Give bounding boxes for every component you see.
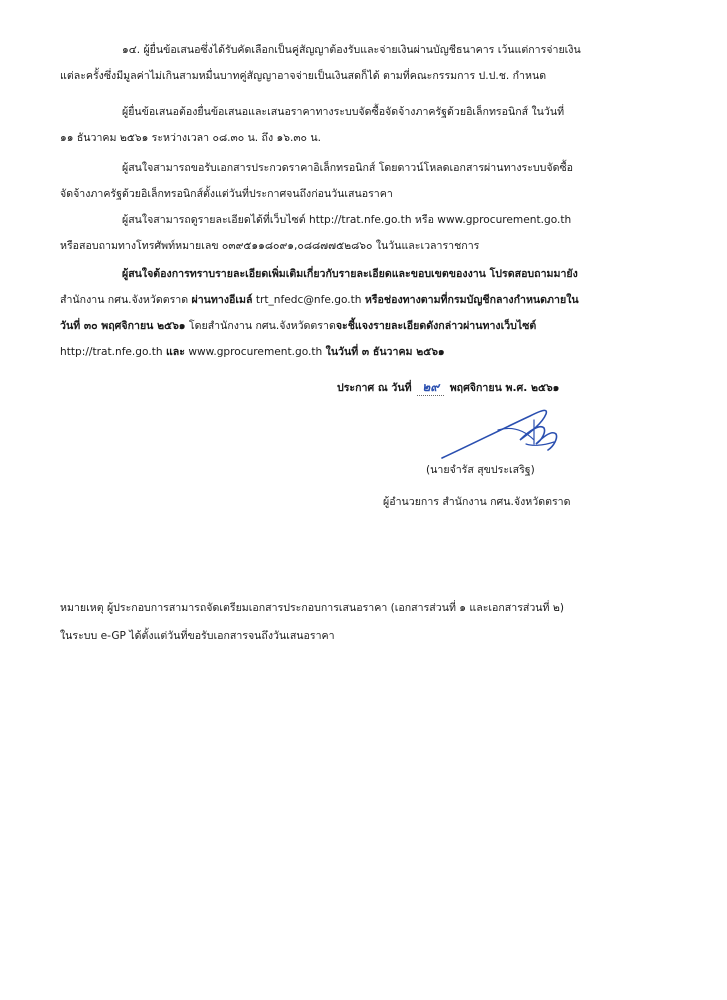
- submission-line-1: ผู้ยื่นข้อเสนอต้องยื่นข้อเสนอและเสนอราคาทางระบบจัดซื้อจัดจ้างภาครัฐด้วยอิเล็กทรอนิกส์ ในวันที่: [122, 106, 565, 118]
- inquiry-email: trt_nfedc@nfe.go.th: [252, 294, 365, 306]
- clause-14-line-2: แต่ละครั้งซึ่งมีมูลค่าไม่เกินสามหมื่นบาทคู่สัญญาอาจจ่ายเป็นเงินสดก็ได้ ตามที่คณะกรรมการ ป.ป.ช. กำหนด: [60, 70, 547, 82]
- inquiry-and: และ: [165, 346, 185, 358]
- info-line-1: ผู้สนใจสามารถดูรายละเอียดได้ที่เว็บไซต์ http://trat.nfe.go.th หรือ www.gprocurement.go.th: [122, 214, 572, 226]
- download-line-1: ผู้สนใจสามารถขอรับเอกสารประกวดราคาอิเล็กทรอนิกส์ โดยดาวน์โหลดเอกสารผ่านทางระบบจัดซื้อ: [122, 162, 574, 174]
- announce-prefix: ประกาศ ณ วันที่: [337, 382, 412, 394]
- inquiry-site-1: http://trat.nfe.go.th: [60, 346, 166, 358]
- announce-date-line: [337, 379, 559, 396]
- inquiry-line-4: [60, 344, 445, 360]
- inquiry-site-2: www.gprocurement.go.th: [184, 346, 326, 358]
- inquiry-email-label: ผ่านทางอีเมล์: [191, 294, 253, 306]
- inquiry-line-2: [60, 292, 579, 308]
- download-line-2: จัดจ้างภาครัฐด้วยอิเล็กทรอนิกส์ตั้งแต่วันที่ประกาศจนถึงก่อนวันเสนอราคา: [60, 188, 393, 200]
- signer-title: ผู้อำนวยการ สำนักงาน กศน.จังหวัดตราด: [383, 496, 571, 508]
- note-line-2: ในระบบ e-GP ได้ตั้งแต่วันที่ขอรับเอกสารจนถึงวันเสนอราคา: [60, 630, 335, 642]
- submission-line-2: ๑๑ ธันวาคม ๒๕๖๑ ระหว่างเวลา ๐๘.๓๐ น. ถึง ๑๖.๓๐ น.: [60, 132, 322, 144]
- inquiry-office-2: โดยสำนักงาน กศน.จังหวัดตราด: [185, 320, 336, 332]
- inquiry-office: สำนักงาน กศน.จังหวัดตราด: [60, 294, 192, 306]
- inquiry-deadline: วันที่ ๓๐ พฤศจิกายน ๒๕๖๑: [60, 320, 186, 332]
- info-line-2: หรือสอบถามทางโทรศัพท์หมายเลข ๐๓๙๕๑๑๘๐๙๑,๐๘๘๗๗๕๒๘๖๐ ในวันและเวลาราชการ: [60, 240, 480, 252]
- signer-name: (นายจำรัส สุขประเสริฐ): [426, 464, 535, 476]
- announce-suffix: พฤศจิกายน พ.ศ. ๒๕๖๑: [449, 382, 560, 394]
- clause-14-line-1: ๑๔. ผู้ยื่นข้อเสนอซึ่งได้รับคัดเลือกเป็นคู่สัญญาต้องรับและจ่ายเงินผ่านบัญชีธนาคาร เว้นแต่การจ่ายเงิน: [122, 44, 581, 56]
- inquiry-line-3: [60, 318, 536, 334]
- inquiry-line-1: ผู้สนใจต้องการทราบรายละเอียดเพิ่มเติมเกี่ยวกับรายละเอียดและขอบเขตของงาน โปรดสอบถามมายัง: [122, 268, 578, 280]
- note-line-1: หมายเหตุ ผู้ประกอบการสามารถจัดเตรียมเอกสารประกอบการเสนอราคา (เอกสารส่วนที่ ๑ และเอกสารส่วนที่ ๒): [60, 602, 565, 614]
- inquiry-channel: หรือช่องทางตามที่กรมบัญชีกลางกำหนดภายใน: [364, 294, 579, 306]
- inquiry-date: ในวันที่ ๓ ธันวาคม ๒๕๖๑: [325, 346, 445, 358]
- inquiry-clarify: จะชี้แจงรายละเอียดดังกล่าวผ่านทางเว็บไซต์: [335, 320, 537, 332]
- announce-day: ๒๙: [417, 379, 444, 396]
- signature-icon: [438, 400, 568, 464]
